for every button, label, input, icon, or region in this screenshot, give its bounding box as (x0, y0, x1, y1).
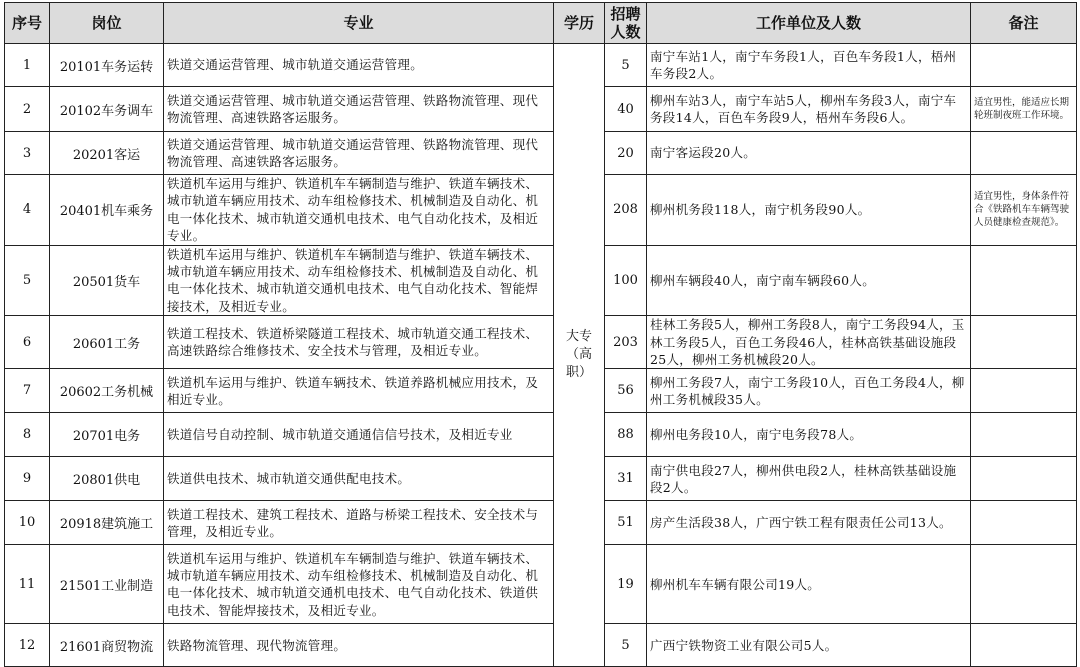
row-number: 3 (5, 132, 50, 175)
table-body (5, 44, 1077, 667)
work-units: 广西宁铁物资工业有限公司5人。 (647, 624, 971, 667)
work-units: 柳州车辆段40人，南宁南车辆段60人。 (647, 245, 971, 316)
header-no: 序号 (5, 3, 50, 44)
remark (971, 245, 1077, 316)
post-name: 21601商贸物流 (50, 624, 164, 667)
hire-count: 31 (605, 457, 647, 501)
major-list: 铁道交通运营管理、城市轨道交通运营管理、铁路物流管理、现代物流管理、高速铁路客运服务。 (164, 87, 554, 132)
major-list: 铁道信号自动控制、城市轨道交通通信信号技术，及相近专业 (164, 413, 554, 457)
row-number: 8 (5, 413, 50, 457)
header-count-line1: 招聘 (610, 5, 641, 23)
table-row (5, 501, 1077, 545)
major-list: 铁路物流管理、现代物流管理。 (164, 624, 554, 667)
hire-count: 40 (605, 87, 647, 132)
work-units: 柳州车站3人，南宁车站5人，柳州车务段3人，南宁车务段14人，百色车务段9人，梧州车务段6人。 (647, 87, 971, 132)
work-units: 桂林工务段5人，柳州工务段8人，南宁工务段94人，玉林工务段5人，百色工务段46人，桂林高铁基础设施段25人，柳州工务机械段20人。 (647, 316, 971, 369)
row-number: 10 (5, 501, 50, 545)
post-name: 20602工务机械 (50, 369, 164, 413)
hire-count: 51 (605, 501, 647, 545)
remark (971, 316, 1077, 369)
table-row (5, 87, 1077, 132)
work-units: 柳州机车车辆有限公司19人。 (647, 545, 971, 624)
major-list: 铁道机车运用与维护、铁道机车车辆制造与维护、铁道车辆技术、城市轨道车辆应用技术、动车组检修技术、机械制造及自动化、机电一体化技术、城市轨道交通机电技术、电气自动化技术、铁道供电技术、智能焊接技术，及相近专业。 (164, 545, 554, 624)
remark (971, 132, 1077, 175)
table-header (5, 3, 1077, 44)
header-count-line2: 人数 (610, 23, 641, 41)
header-count (605, 3, 647, 44)
work-units: 南宁供电段27人，柳州供电段2人，桂林高铁基础设施段2人。 (647, 457, 971, 501)
table-row (5, 369, 1077, 413)
major-list: 铁道工程技术、铁道桥梁隧道工程技术、城市轨道交通工程技术、高速铁路综合维修技术、安全技术与管理，及相近专业。 (164, 316, 554, 369)
header-note: 备注 (971, 3, 1077, 44)
table-row (5, 624, 1077, 667)
row-number: 4 (5, 175, 50, 246)
header-units: 工作单位及人数 (647, 3, 971, 44)
header-post: 岗位 (50, 3, 164, 44)
hire-count: 203 (605, 316, 647, 369)
post-name: 20102车务调车 (50, 87, 164, 132)
table-row (5, 413, 1077, 457)
hire-count: 5 (605, 44, 647, 87)
hire-count: 56 (605, 369, 647, 413)
remark (971, 624, 1077, 667)
work-units: 柳州机务段118人，南宁机务段90人。 (647, 175, 971, 246)
table-row (5, 175, 1077, 246)
work-units: 南宁客运段20人。 (647, 132, 971, 175)
hire-count: 20 (605, 132, 647, 175)
header-education: 学历 (554, 3, 605, 44)
work-units: 房产生活段38人，广西宁铁工程有限责任公司13人。 (647, 501, 971, 545)
table-row (5, 245, 1077, 316)
row-number: 7 (5, 369, 50, 413)
table-row (5, 545, 1077, 624)
hire-count: 5 (605, 624, 647, 667)
remark (971, 413, 1077, 457)
major-list: 铁道机车运用与维护、铁道机车车辆制造与维护、铁道车辆技术、城市轨道车辆应用技术、动车组检修技术、机械制造及自动化、机电一体化技术、城市轨道交通机电技术、电气自动化技术、智能焊接技术，及相近专业。 (164, 245, 554, 316)
major-list: 铁道机车运用与维护、铁道车辆技术、铁道养路机械应用技术，及相近专业。 (164, 369, 554, 413)
remark (971, 369, 1077, 413)
remark (971, 545, 1077, 624)
post-name: 20401机车乘务 (50, 175, 164, 246)
hire-count: 88 (605, 413, 647, 457)
post-name: 20701电务 (50, 413, 164, 457)
post-name: 20201客运 (50, 132, 164, 175)
post-name: 20918建筑施工 (50, 501, 164, 545)
row-number: 9 (5, 457, 50, 501)
major-list: 铁道机车运用与维护、铁道机车车辆制造与维护、铁道车辆技术、城市轨道车辆应用技术、动车组检修技术、机械制造及自动化、机电一体化技术、城市轨道交通机电技术、电气自动化技术，及相近专业。 (164, 175, 554, 246)
work-units: 南宁车站1人，南宁车务段1人，百色车务段1人，梧州车务段2人。 (647, 44, 971, 87)
post-name: 21501工业制造 (50, 545, 164, 624)
major-list: 铁道工程技术、建筑工程技术、道路与桥梁工程技术、安全技术与管理，及相近专业。 (164, 501, 554, 545)
row-number: 5 (5, 245, 50, 316)
row-number: 6 (5, 316, 50, 369)
header-major: 专业 (164, 3, 554, 44)
major-list: 铁道交通运营管理、城市轨道交通运营管理、铁路物流管理、现代物流管理、高速铁路客运服务。 (164, 132, 554, 175)
post-name: 20601工务 (50, 316, 164, 369)
hire-count: 19 (605, 545, 647, 624)
remark: 适宜男性，身体条件符合《铁路机车车辆驾驶人员健康检查规范》。 (971, 175, 1077, 246)
post-name: 20801供电 (50, 457, 164, 501)
row-number: 2 (5, 87, 50, 132)
table-row (5, 44, 1077, 87)
remark (971, 457, 1077, 501)
post-name: 20501货车 (50, 245, 164, 316)
table-row (5, 457, 1077, 501)
major-list: 铁道供电技术、城市轨道交通供配电技术。 (164, 457, 554, 501)
post-name: 20101车务运转 (50, 44, 164, 87)
row-number: 1 (5, 44, 50, 87)
work-units: 柳州工务段7人，南宁工务段10人，百色工务段4人，柳州工务机械段35人。 (647, 369, 971, 413)
hire-count: 100 (605, 245, 647, 316)
row-number: 12 (5, 624, 50, 667)
major-list: 铁道交通运营管理、城市轨道交通运营管理。 (164, 44, 554, 87)
remark (971, 44, 1077, 87)
table-row (5, 316, 1077, 369)
education-level: 大专（高职） (554, 44, 605, 667)
work-units: 柳州电务段10人，南宁电务段78人。 (647, 413, 971, 457)
table-row (5, 132, 1077, 175)
remark: 适宜男性，能适应长期轮班制夜班工作环境。 (971, 87, 1077, 132)
hire-count: 208 (605, 175, 647, 246)
recruitment-table (4, 2, 1077, 667)
row-number: 11 (5, 545, 50, 624)
remark (971, 501, 1077, 545)
